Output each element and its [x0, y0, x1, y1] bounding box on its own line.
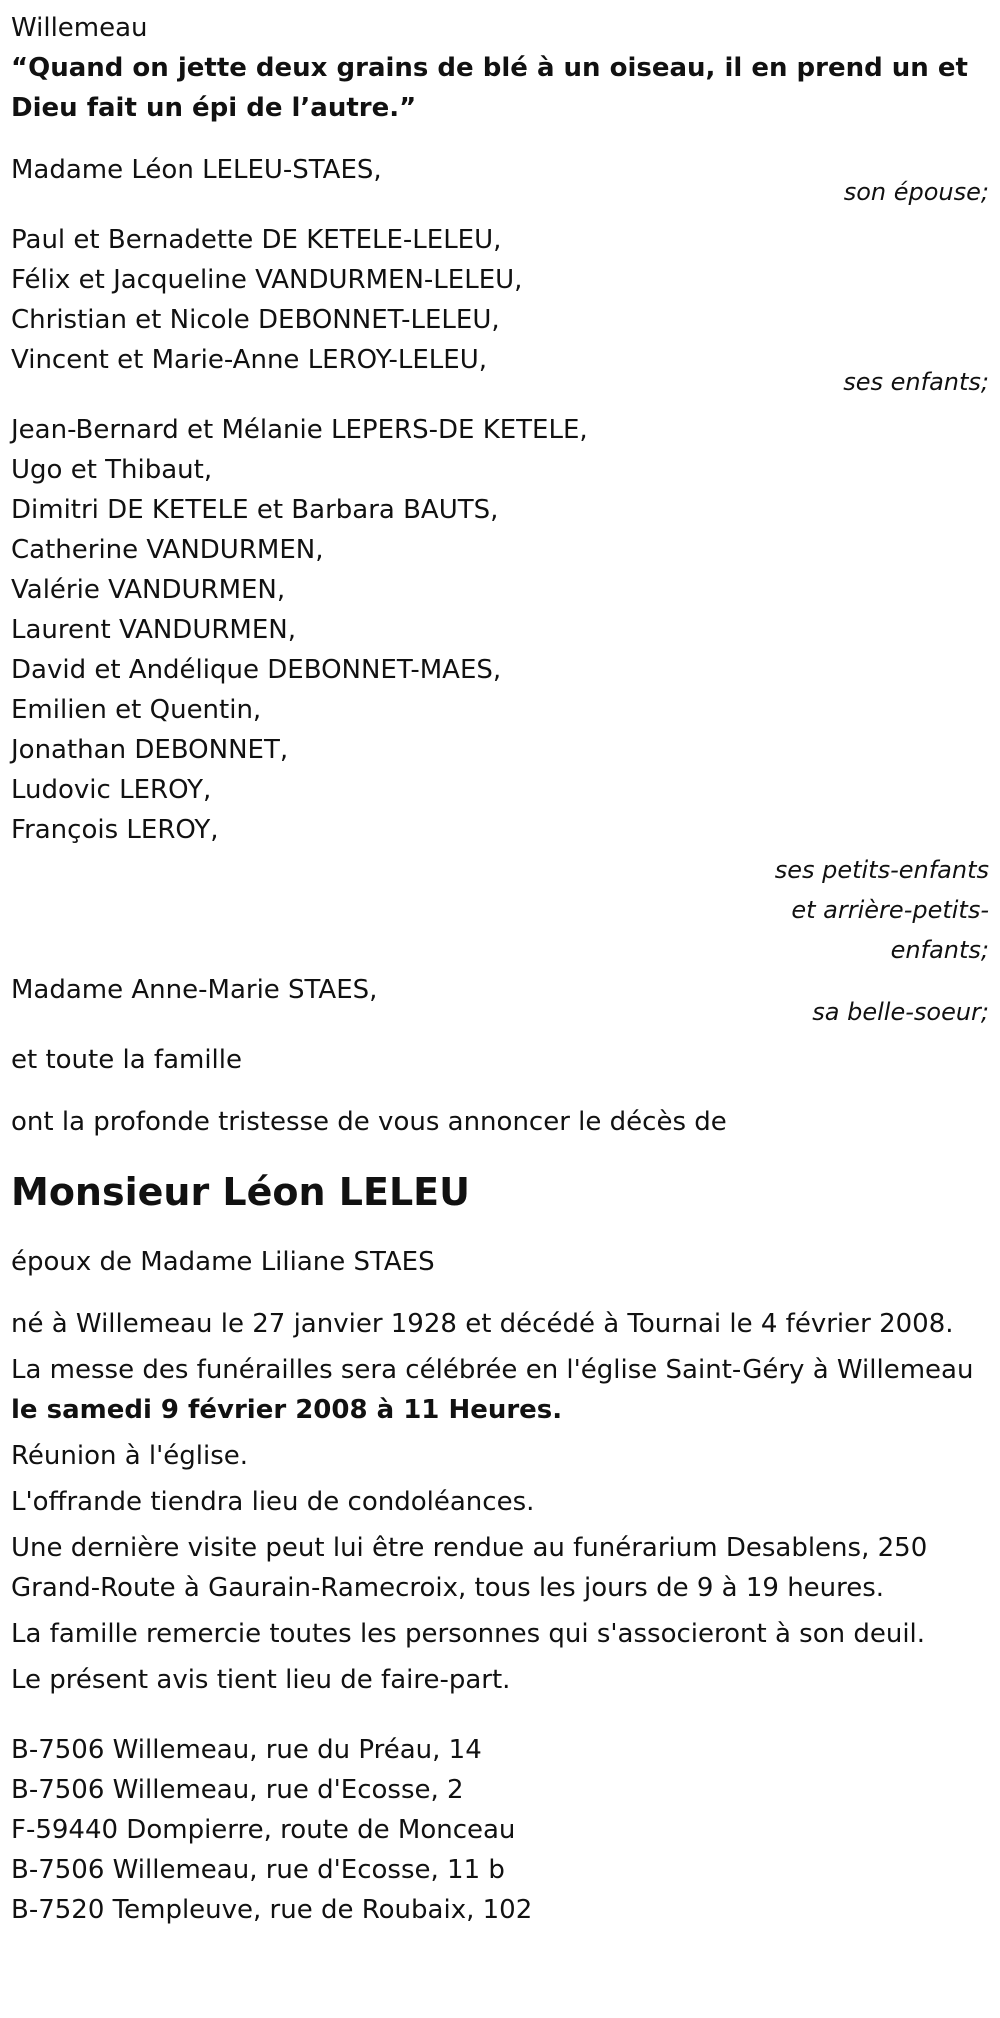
notice-info: Le présent avis tient lieu de faire-part. [11, 1665, 511, 1695]
funeral-mass: La messe des funérailles sera célébrée en l'église Saint-Géry à Willemeau [11, 1355, 974, 1385]
thanks-info: La famille remercie toutes les personnes qui s'associeront à son deuil. [11, 1619, 926, 1649]
child-name: Christian et Nicole DEBONNET-LELEU, [11, 305, 500, 335]
address-line: B-7506 Willemeau, rue d'Ecosse, 2 [11, 1775, 464, 1805]
deceased-name: Monsieur Léon LELEU [11, 1170, 470, 1214]
sister-in-law-block [11, 970, 991, 1032]
grandchildren-role-line: et arrière-petits- [791, 896, 989, 924]
grandchild-name: Valérie VANDURMEN, [11, 575, 286, 605]
rest-of-family: et toute la famille [11, 1045, 242, 1075]
sister-in-law-name: Madame Anne-Marie STAES, [11, 975, 378, 1005]
address-line: B-7520 Templeuve, rue de Roubaix, 102 [11, 1895, 533, 1925]
address-list [11, 1730, 991, 1930]
grandchild-name: Ludovic LEROY, [11, 775, 212, 805]
child-name: Vincent et Marie-Anne LEROY-LELEU, [11, 345, 488, 375]
sister-in-law-role: sa belle-soeur; [812, 998, 989, 1026]
grandchild-name: Dimitri DE KETELE et Barbara BAUTS, [11, 495, 499, 525]
spouse-block [11, 150, 991, 212]
grandchild-name: François LEROY, [11, 815, 219, 845]
address-line: B-7506 Willemeau, rue d'Ecosse, 11 b [11, 1855, 505, 1885]
grandchild-name: Jean-Bernard et Mélanie LEPERS-DE KETELE, [11, 415, 588, 445]
grandchildren-role-line: enfants; [890, 936, 989, 964]
child-name: Félix et Jacqueline VANDURMEN-LELEU, [11, 265, 523, 295]
epigraph-quote: “Quand on jette deux grains de blé à un oiseau, il en prend un et Dieu fait un épi de l’autre.” [11, 53, 968, 123]
grandchild-name: Ugo et Thibaut, [11, 455, 213, 485]
meeting-info: Réunion à l'église. [11, 1441, 249, 1471]
grandchildren-role-line: ses petits-enfants [774, 856, 989, 884]
grandchild-name: David et Andélique DEBONNET-MAES, [11, 655, 502, 685]
funeral-date: le samedi 9 février 2008 à 11 Heures. [11, 1395, 563, 1425]
spouse-name: Madame Léon LELEU-STAES, [11, 155, 382, 185]
address-line: B-7506 Willemeau, rue du Préau, 14 [11, 1735, 482, 1765]
spouse-of: époux de Madame Liliane STAES [11, 1247, 435, 1277]
obituary-notice [11, 8, 991, 1930]
child-name: Paul et Bernadette DE KETELE-LELEU, [11, 225, 502, 255]
grandchild-name: Emilien et Quentin, [11, 695, 262, 725]
children-role: ses enfants; [843, 368, 989, 396]
children-block [11, 220, 991, 402]
address-line: F-59440 Dompierre, route de Monceau [11, 1815, 516, 1845]
announcement-intro: ont la profonde tristesse de vous annoncer le décès de [11, 1107, 727, 1137]
place-heading: Willemeau [11, 13, 148, 43]
grandchild-name: Laurent VANDURMEN, [11, 615, 296, 645]
visit-info: Une dernière visite peut lui être rendue au funérarium Desablens, 250 Grand-Route à Gaurain-Ramecroix, tous les jours de 9 à 19 heures. [11, 1533, 928, 1603]
grandchildren-block [11, 410, 991, 970]
spouse-role: son épouse; [843, 178, 989, 206]
grandchild-name: Catherine VANDURMEN, [11, 535, 324, 565]
grandchild-name: Jonathan DEBONNET, [11, 735, 289, 765]
birth-death: né à Willemeau le 27 janvier 1928 et décédé à Tournai le 4 février 2008. [11, 1309, 954, 1339]
offering-info: L'offrande tiendra lieu de condoléances. [11, 1487, 535, 1517]
